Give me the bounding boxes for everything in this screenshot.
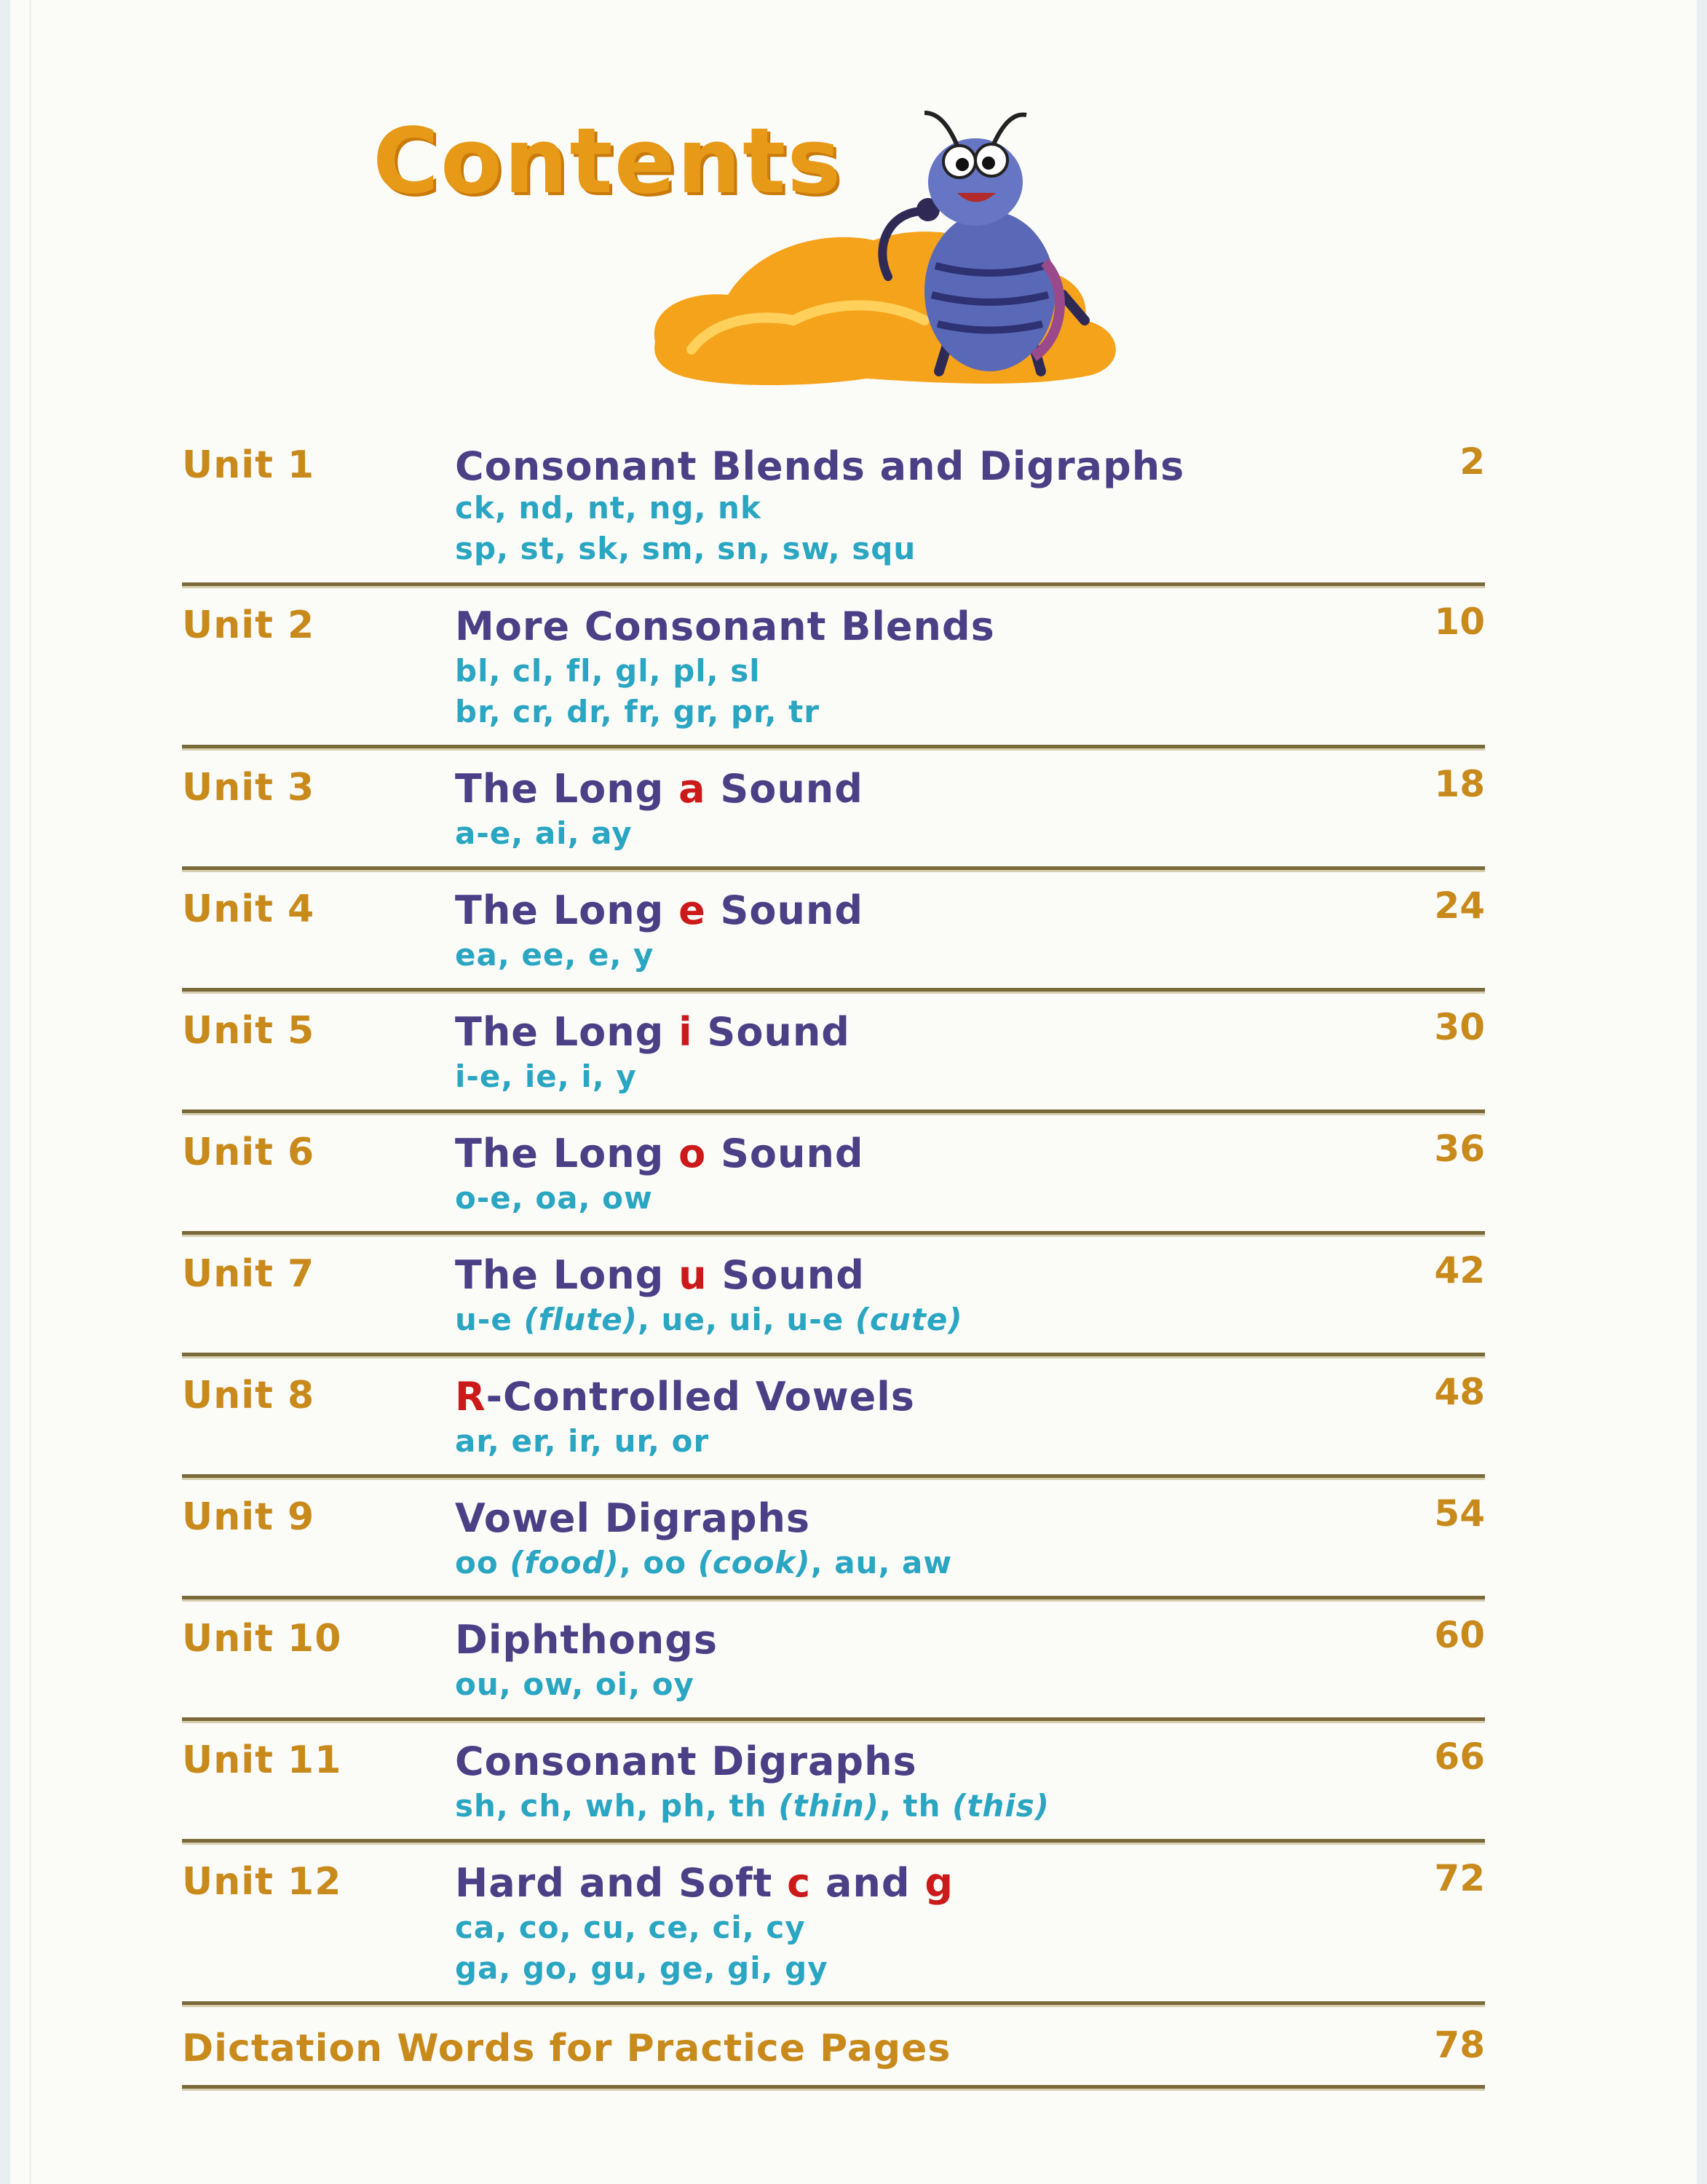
page-number: 72 [1434, 1857, 1485, 1899]
header [0, 0, 1707, 408]
unit-subtitle: i-e, ie, i, y [455, 1059, 637, 1094]
unit-label: Unit 2 [182, 604, 315, 647]
toc-row-unit-10[interactable] [182, 1599, 1485, 1721]
unit-subtitle: u-e (flute), ue, ui, u-e (cute) [455, 1302, 963, 1337]
dictation-label: Dictation Words for Practice Pages [182, 2027, 951, 2070]
unit-subtitle: sh, ch, wh, ph, th (thin), th (this) [455, 1788, 1050, 1824]
toc-row-unit-11[interactable] [182, 1721, 1485, 1843]
page-number: 78 [1434, 2024, 1485, 2066]
toc-row-unit-2[interactable] [182, 586, 1485, 748]
unit-label: Unit 8 [182, 1374, 315, 1417]
unit-subtitle: ea, ee, e, y [455, 937, 654, 973]
unit-title: R-Controlled Vowels [455, 1374, 915, 1420]
page-number: 48 [1434, 1371, 1485, 1413]
unit-label: Unit 12 [182, 1860, 342, 1904]
unit-subtitle: oo (food), oo (cook), au, aw [455, 1545, 953, 1580]
unit-label: Unit 4 [182, 887, 315, 931]
toc-row-unit-6[interactable] [182, 1113, 1485, 1235]
unit-label: Unit 7 [182, 1252, 315, 1296]
unit-title: The Long o Sound [455, 1131, 864, 1176]
toc-row-dictation[interactable] [182, 2005, 1485, 2089]
unit-title: Diphthongs [455, 1617, 718, 1663]
unit-subtitle: ca, co, cu, ce, ci, cy [455, 1910, 806, 1945]
unit-title: More Consonant Blends [455, 604, 995, 649]
toc-row-unit-9[interactable] [182, 1478, 1485, 1599]
unit-title: The Long e Sound [455, 887, 864, 933]
unit-label: Unit 11 [182, 1738, 342, 1782]
unit-label: Unit 3 [182, 766, 315, 810]
unit-subtitle: a-e, ai, ay [455, 815, 633, 851]
page-number: 2 [1460, 440, 1485, 483]
unit-label: Unit 9 [182, 1495, 315, 1539]
unit-subtitle: o-e, oa, ow [455, 1180, 653, 1216]
unit-label: Unit 6 [182, 1131, 315, 1174]
unit-title: Consonant Blends and Digraphs [455, 443, 1185, 489]
unit-subtitle: sp, st, sk, sm, sn, sw, squ [455, 531, 916, 566]
unit-title: The Long a Sound [455, 766, 863, 812]
page-number: 60 [1434, 1614, 1485, 1656]
page-number: 66 [1434, 1736, 1485, 1778]
toc-row-unit-7[interactable] [182, 1235, 1485, 1356]
page-number: 10 [1434, 601, 1485, 643]
unit-label: Unit 1 [182, 443, 315, 487]
toc-row-unit-1[interactable] [182, 433, 1485, 586]
table-of-contents [182, 433, 1485, 2089]
page-number: 42 [1434, 1249, 1485, 1291]
unit-title: Hard and Soft c and g [455, 1860, 954, 1906]
page-number: 18 [1434, 763, 1485, 805]
page-title: Contents [373, 109, 843, 214]
unit-subtitle: bl, cl, fl, gl, pl, sl [455, 653, 761, 689]
unit-subtitle: ar, er, ir, ur, or [455, 1423, 710, 1459]
toc-row-unit-3[interactable] [182, 748, 1485, 870]
toc-row-unit-4[interactable] [182, 870, 1485, 992]
beetle-mascot-icon [648, 102, 1172, 393]
page-number: 30 [1434, 1006, 1485, 1048]
page-number: 24 [1434, 885, 1485, 927]
unit-subtitle: ou, ow, oi, oy [455, 1666, 694, 1702]
unit-subtitle: ga, go, gu, ge, gi, gy [455, 1950, 828, 1986]
toc-row-unit-12[interactable] [182, 1843, 1485, 2005]
unit-subtitle: br, cr, dr, fr, gr, pr, tr [455, 694, 820, 729]
page-number: 54 [1434, 1492, 1485, 1535]
toc-row-unit-8[interactable] [182, 1356, 1485, 1478]
unit-subtitle: ck, nd, nt, ng, nk [455, 490, 761, 526]
unit-title: Vowel Digraphs [455, 1495, 811, 1541]
unit-label: Unit 10 [182, 1617, 342, 1661]
toc-row-unit-5[interactable] [182, 992, 1485, 1113]
unit-title: The Long i Sound [455, 1009, 850, 1055]
unit-title: The Long u Sound [455, 1252, 865, 1298]
unit-title: Consonant Digraphs [455, 1738, 917, 1784]
page-number: 36 [1434, 1128, 1485, 1170]
unit-label: Unit 5 [182, 1009, 315, 1053]
